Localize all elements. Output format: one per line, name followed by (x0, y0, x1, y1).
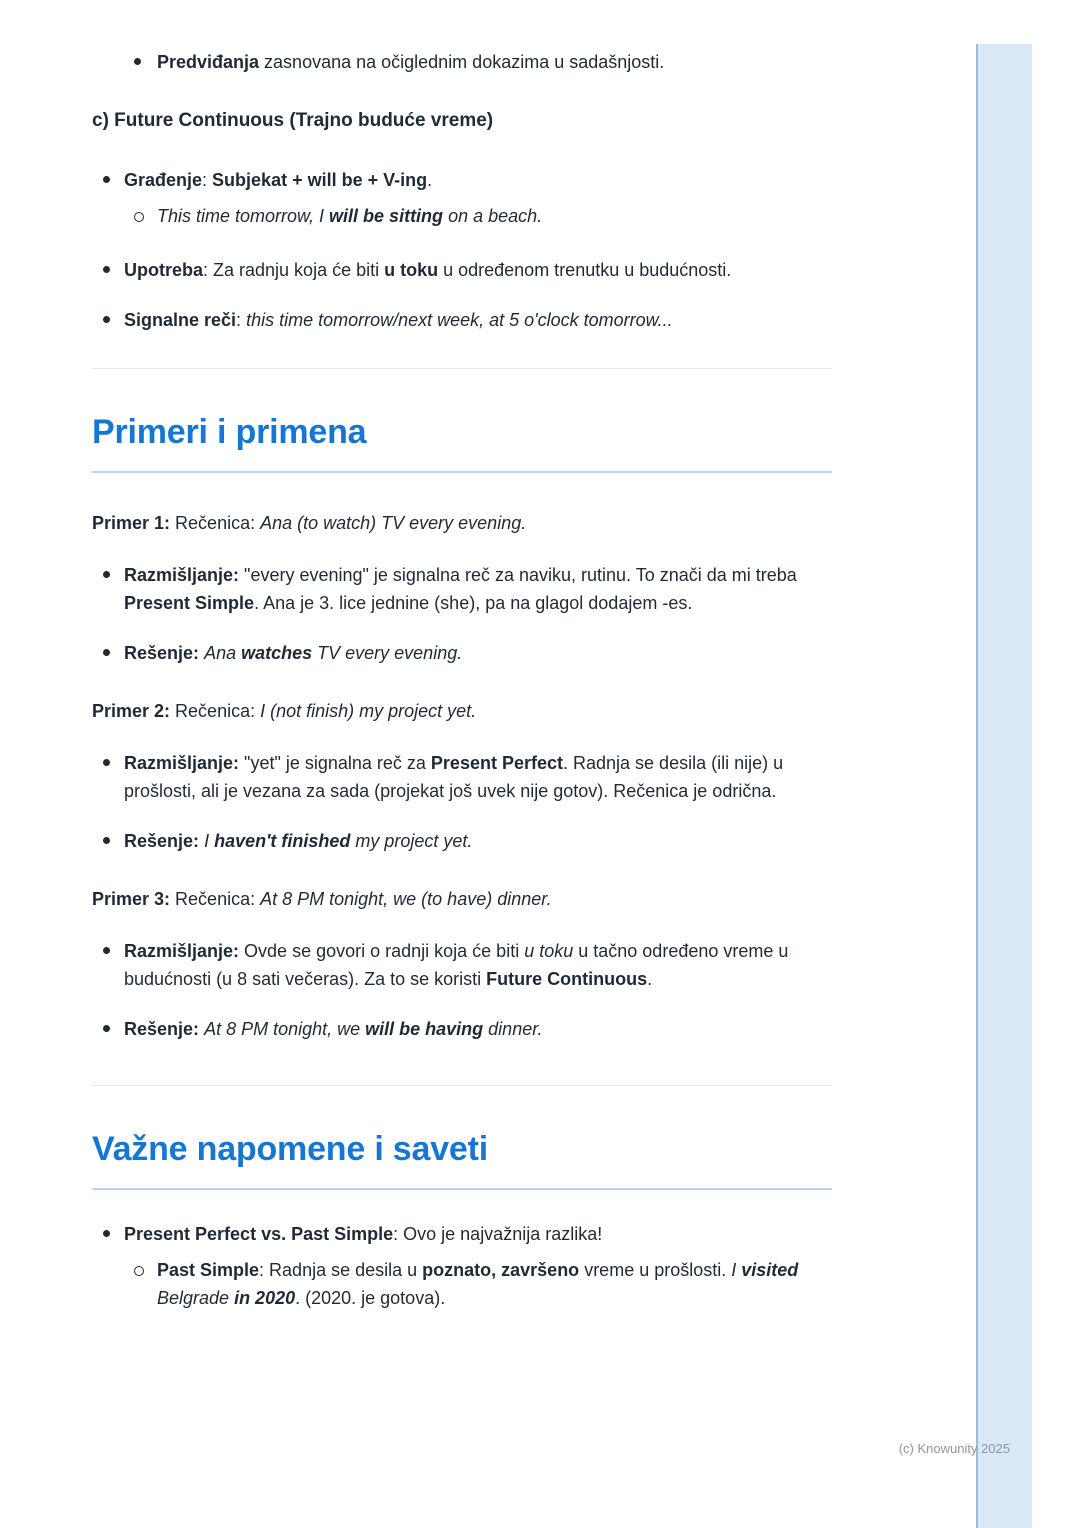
list-item-resenje-2: Rešenje: I haven't finished my project yet. (92, 827, 832, 855)
napomene-list (92, 1220, 832, 1312)
list-item-pp-vs-ps: Present Perfect vs. Past Simple: Ovo je najvažnija razlika! (92, 1220, 832, 1248)
primer-1-list (92, 561, 832, 667)
primer-2-title: Primer 2: Rečenica: I (not finish) my project yet. (92, 701, 477, 721)
list-item-razmisljanje-3: Razmišljanje: Ovde se govori o radnji koja će biti u toku u tačno određeno vreme u budućnosti (u 8 sati večeras). Za to se koristi Future Continuous. (92, 937, 832, 993)
list-item-past-simple: Past Simple: Radnja se desila u poznato, završeno vreme u prošlosti. I visited Belgrade in 2020. (2020. je gotova). (92, 1256, 832, 1312)
section-divider (92, 1085, 832, 1086)
list-item-upotreba: Upotreba: Za radnju koja će biti u toku u određenom trenutku u budućnosti. (92, 256, 832, 284)
future-simple-tail-list (92, 48, 832, 76)
section-divider (92, 368, 832, 369)
primer-2-list (92, 749, 832, 855)
copyright-credit: (c) Knowunity 2025 (898, 1441, 1010, 1456)
list-item-razmisljanje-2: Razmišljanje: "yet" je signalna reč za Present Perfect. Radnja se desila (ili nije) u prošlosti, ali je vezana za sada (projekat još uvek nije gotov). Rečenica je odrična. (92, 749, 832, 805)
primer-3-title: Primer 3: Rečenica: At 8 PM tonight, we (to have) dinner. (92, 889, 552, 909)
primer-1-title: Primer 1: Rečenica: Ana (to watch) TV every evening. (92, 513, 527, 533)
list-item-resenje-3: Rešenje: At 8 PM tonight, we will be having dinner. (92, 1015, 832, 1043)
heading-vazne-napomene: Važne napomene i saveti (92, 1130, 489, 1168)
list-item-gradjenje: Građenje: Subjekat + will be + V-ing. (92, 166, 832, 194)
list-item-gradjenje-example: This time tomorrow, I will be sitting on a beach. (92, 202, 832, 230)
document-body (92, 0, 832, 1312)
heading-underline (92, 1188, 832, 1190)
list-item-predvidjanja: Predviđanja zasnovana na očiglednim dokazima u sadašnjosti. (92, 48, 832, 76)
heading-underline (92, 471, 832, 473)
heading-primeri-i-primena: Primeri i primena (92, 413, 367, 451)
list-item-resenje-1: Rešenje: Ana watches TV every evening. (92, 639, 832, 667)
list-item-signalne-reci: Signalne reči: this time tomorrow/next week, at 5 o'clock tomorrow... (92, 306, 832, 334)
future-continuous-list (92, 166, 832, 334)
list-item-razmisljanje-1: Razmišljanje: "every evening" je signalna reč za naviku, rutinu. To znači da mi treba Present Simple. Ana je 3. lice jednine (she), pa na glagol dodajem -es. (92, 561, 832, 617)
heading-future-continuous: c) Future Continuous (Trajno buduće vreme) (92, 110, 494, 131)
page-edge-strip (976, 44, 1032, 1528)
primer-3-list (92, 937, 832, 1043)
